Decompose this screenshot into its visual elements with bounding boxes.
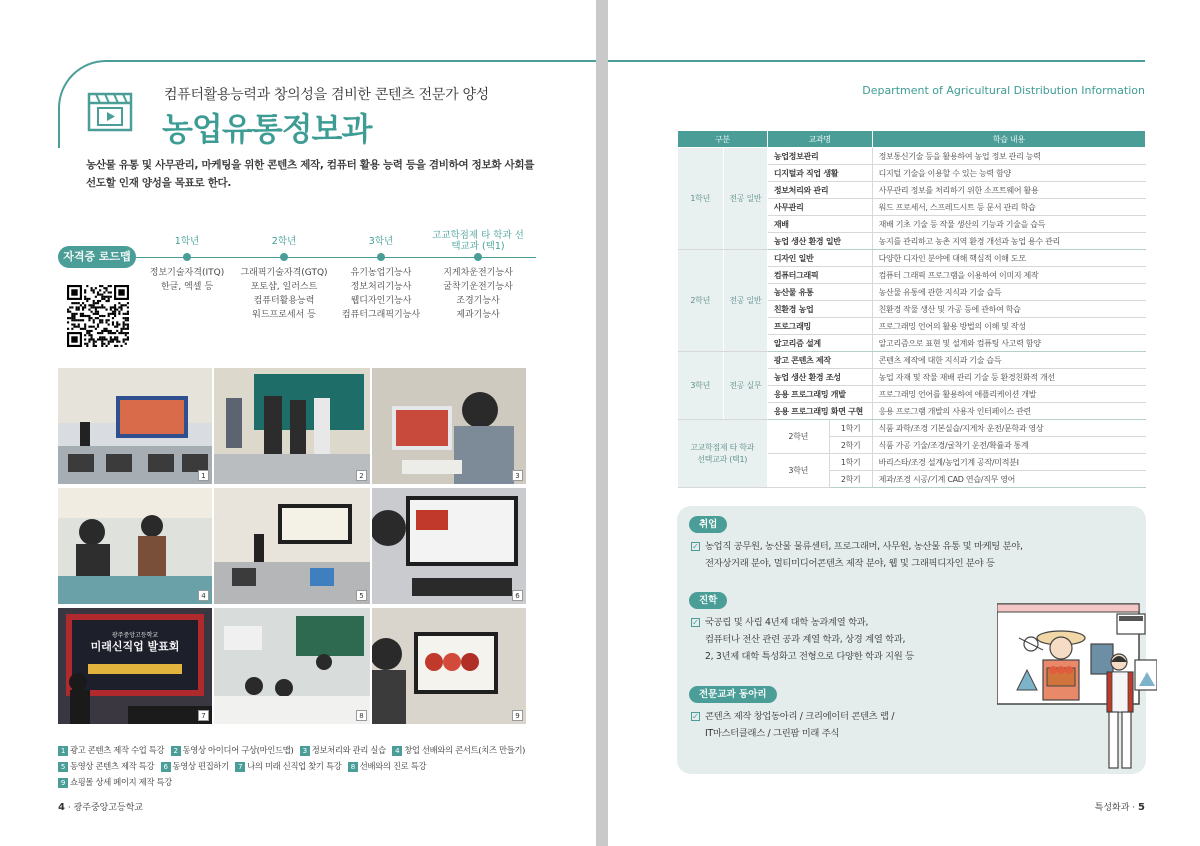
table-subject: 정보처리와 관리 bbox=[767, 182, 872, 199]
classroom-photo bbox=[372, 368, 526, 484]
caption-text: 나의 미래 신직업 찾기 특강 bbox=[247, 761, 342, 771]
advance-text bbox=[705, 614, 914, 665]
classroom-photo bbox=[58, 368, 212, 484]
photo-7 bbox=[58, 608, 212, 724]
table-content: 정보통신기술 등을 활용하여 농업 정보 관리 능력 bbox=[872, 148, 1145, 165]
photo-number: 9 bbox=[512, 710, 523, 721]
photo-number: 2 bbox=[356, 470, 367, 481]
page-title: 농업유통정보과 bbox=[162, 110, 372, 148]
club-label: 전문교과 동아리 bbox=[689, 686, 777, 703]
photo-number: 1 bbox=[198, 470, 209, 481]
left-page bbox=[0, 0, 596, 846]
classroom-photo bbox=[372, 488, 526, 604]
roadmap-item: 굴착기운전기능사 bbox=[443, 282, 513, 292]
table-header: 구분 bbox=[678, 131, 768, 148]
club-line: IT마스터클래스 / 그린팜 미래 주식 bbox=[705, 728, 840, 739]
caption-item bbox=[161, 761, 229, 771]
caption-item bbox=[58, 777, 172, 787]
table-content: 농업 자재 및 작물 재배 관리 기술 등 환경친화적 개선 bbox=[872, 369, 1145, 386]
table-type: 전공 일반 bbox=[723, 148, 767, 250]
roadmap-stage-list bbox=[132, 266, 242, 294]
table-year: 3학년 bbox=[678, 352, 724, 420]
table-header-row bbox=[678, 131, 1146, 148]
table-content: 바리스타/조경 설계/농업기계 공작/미적분I bbox=[872, 454, 1145, 471]
table-content: 컴퓨터 그래픽 프로그램을 이용하여 이미지 제작 bbox=[872, 267, 1145, 284]
caption-text: 동영상 편집하기 bbox=[172, 761, 229, 771]
advance-line: 2, 3년제 대학 특성화고 전형으로 다양한 학과 지원 등 bbox=[705, 651, 914, 662]
roadmap-dot bbox=[474, 253, 482, 261]
roadmap-dot bbox=[377, 253, 385, 261]
photo-number: 4 bbox=[198, 590, 209, 601]
table-content: 알고리즘으로 표현 및 설계와 컴퓨팅 사고력 함양 bbox=[872, 335, 1145, 352]
photo-6 bbox=[372, 488, 526, 604]
table-content: 응용 프로그램 개발의 사용자 인터페이스 관련 bbox=[872, 403, 1145, 420]
table-subject: 응용 프로그래밍 개발 bbox=[767, 386, 872, 403]
caption-text: 창업 선배와의 콘서트(치즈 만들기) bbox=[404, 745, 526, 755]
right-page bbox=[608, 0, 1200, 846]
page-number: 4 bbox=[58, 802, 65, 813]
table-content: 프로그래밍 언어의 활용 방법의 이해 및 작성 bbox=[872, 318, 1145, 335]
roadmap-item: 컴퓨터그래픽기능사 bbox=[341, 310, 421, 320]
roadmap-item: 지게차운전기능사 bbox=[443, 268, 513, 278]
table-elective-term: 1학기 bbox=[829, 454, 872, 471]
photo-4 bbox=[58, 488, 212, 604]
classroom-photo bbox=[58, 608, 212, 724]
table-content: 프로그래밍 언어를 활용하여 애플리케이션 개발 bbox=[872, 386, 1145, 403]
roadmap-item: 제과기능사 bbox=[456, 310, 500, 320]
curriculum-table bbox=[677, 130, 1146, 488]
page-footer bbox=[58, 800, 143, 813]
table-subject: 재배 bbox=[767, 216, 872, 233]
caption-text: 동영상 콘텐츠 제작 특강 bbox=[70, 761, 155, 771]
photo-number: 5 bbox=[356, 590, 367, 601]
classroom-photo bbox=[214, 368, 370, 484]
table-elective-year: 3학년 bbox=[767, 454, 829, 488]
classroom-photo bbox=[214, 488, 370, 604]
qr-code[interactable] bbox=[67, 285, 129, 347]
caption-row bbox=[58, 758, 538, 790]
farmer-presentation-illustration bbox=[997, 602, 1157, 774]
caption-number: 4 bbox=[392, 746, 402, 756]
photo-8 bbox=[214, 608, 370, 724]
table-content: 제과/조경 시공/기계 CAD 연습/직무 영어 bbox=[872, 471, 1145, 488]
roadmap-item: 웹디자인기능사 bbox=[350, 296, 412, 306]
check-icon: ✓ bbox=[692, 618, 699, 627]
photo-5 bbox=[214, 488, 370, 604]
header-rule-vertical bbox=[58, 108, 60, 148]
roadmap-stage-list bbox=[423, 266, 533, 322]
video-clapper-icon bbox=[86, 88, 134, 136]
header-rule bbox=[608, 60, 1145, 62]
table-content: 식품 과학/조경 기본실습/지게차 운전/문학과 영상 bbox=[872, 420, 1145, 437]
roadmap-label: 자격증 로드맵 bbox=[58, 246, 136, 268]
table-row bbox=[678, 148, 1146, 165]
table-subject: 농업 생산 환경 일반 bbox=[767, 233, 872, 250]
caption-item bbox=[348, 761, 426, 771]
caption-text: 동영상 아이디어 구상(마인드맵) bbox=[182, 745, 294, 755]
caption-item bbox=[300, 745, 386, 755]
table-content: 다양한 디자인 분야에 대해 핵심적 이해 도모 bbox=[872, 250, 1145, 267]
roadmap-item: 정보처리기능사 bbox=[350, 282, 412, 292]
caption-number: 9 bbox=[58, 778, 68, 788]
table-content: 농산물 유통에 관한 지식과 기술 습득 bbox=[872, 284, 1145, 301]
caption-text: 쇼핑몰 상세 페이지 제작 특강 bbox=[70, 777, 172, 787]
table-row bbox=[678, 352, 1146, 369]
table-content: 친환경 작물 생산 및 가공 등에 관하여 학습 bbox=[872, 301, 1145, 318]
club-line: 콘텐츠 제작 창업동아리 / 크리에이터 콘텐츠 랩 / bbox=[705, 711, 895, 722]
roadmap-dot bbox=[280, 253, 288, 261]
photo-number: 6 bbox=[512, 590, 523, 601]
table-content: 재배 기초 기술 등 작물 생산의 기능과 기술을 습득 bbox=[872, 216, 1145, 233]
table-type: 전공 일반 bbox=[723, 250, 767, 352]
advance-label: 진학 bbox=[689, 592, 727, 609]
advance-line: 컴퓨터나 전산 관련 공과 계열 학과, 상경 계열 학과, bbox=[705, 634, 906, 645]
caption-row bbox=[58, 742, 538, 758]
roadmap-stage-list bbox=[326, 266, 436, 322]
table-subject: 컴퓨터그래픽 bbox=[767, 267, 872, 284]
photo-number: 7 bbox=[198, 710, 209, 721]
presentation-banner-small: 광주중앙고등학교 bbox=[111, 632, 159, 639]
caption-number: 8 bbox=[348, 762, 358, 772]
caption-number: 1 bbox=[58, 746, 68, 756]
roadmap-item: 그래픽기술자격(GTQ) bbox=[240, 268, 328, 278]
caption-number: 7 bbox=[235, 762, 245, 772]
roadmap-item: 정보기술자격(ITQ) bbox=[149, 268, 225, 278]
photo-2 bbox=[214, 368, 370, 484]
table-year: 2학년 bbox=[678, 250, 724, 352]
table-subject: 사무관리 bbox=[767, 199, 872, 216]
department-english-name: Department of Agricultural Distribution Information bbox=[862, 84, 1145, 97]
table-subject: 광고 콘텐츠 제작 bbox=[767, 352, 872, 369]
table-type: 전공 실무 bbox=[723, 352, 767, 420]
advance-line: 국공립 및 사립 4년제 대학 농과계열 학과, bbox=[705, 617, 869, 628]
roadmap-item: 워드프로세서 등 bbox=[252, 310, 316, 320]
roadmap-stage-list bbox=[229, 266, 339, 322]
job-line: 농업직 공무원, 농산물 물류센터, 프로그래머, 사무원, 농산물 유통 및 마케팅 분야, bbox=[705, 541, 1023, 552]
career-box bbox=[677, 506, 1146, 774]
table-content: 디지털 기술을 이용할 수 있는 능력 함양 bbox=[872, 165, 1145, 182]
table-header: 학습 내용 bbox=[872, 131, 1145, 148]
caption-item bbox=[392, 745, 525, 755]
photo-grid bbox=[58, 368, 526, 724]
roadmap-stage-label: 고교학점제 타 학과 선택교과 (택1) bbox=[432, 230, 524, 252]
table-subject: 프로그래밍 bbox=[767, 318, 872, 335]
caption-number: 3 bbox=[300, 746, 310, 756]
caption-item bbox=[171, 745, 294, 755]
table-subject: 농업정보관리 bbox=[767, 148, 872, 165]
table-content: 농지를 관리하고 농촌 지역 환경 개선과 농업 용수 관리 bbox=[872, 233, 1145, 250]
caption-item bbox=[58, 761, 154, 771]
club-text bbox=[705, 708, 894, 742]
table-subject: 알고리즘 설계 bbox=[767, 335, 872, 352]
roadmap-item: 유기농업기능사 bbox=[350, 268, 412, 278]
roadmap-item: 조경기능사 bbox=[456, 296, 500, 306]
caption-text: 광고 콘텐츠 제작 수업 특강 bbox=[70, 745, 165, 755]
photo-number: 8 bbox=[356, 710, 367, 721]
job-label: 취업 bbox=[689, 516, 727, 533]
table-elective-term: 1학기 bbox=[829, 420, 872, 437]
section-name: 특성화과 · bbox=[1094, 803, 1136, 813]
job-text bbox=[705, 538, 1023, 572]
school-name: · 광주중앙고등학교 bbox=[67, 803, 144, 813]
roadmap-stage-label: 3학년 bbox=[368, 236, 394, 247]
check-icon: ✓ bbox=[692, 712, 699, 721]
table-elective-term: 2학기 bbox=[829, 437, 872, 454]
photo-9 bbox=[372, 608, 526, 724]
photo-1 bbox=[58, 368, 212, 484]
caption-number: 5 bbox=[58, 762, 68, 772]
table-subject: 응용 프로그래밍 화면 구현 bbox=[767, 403, 872, 420]
page-number: 5 bbox=[1138, 802, 1145, 813]
job-line: 전자상거래 분야, 멀티미디어콘텐츠 제작 분야, 웹 및 그래픽디자인 분야 등 bbox=[705, 558, 995, 569]
table-content: 워드 프로세서, 스프레드시트 등 문서 관리 학습 bbox=[872, 199, 1145, 216]
roadmap-item: 한글, 엑셀 등 bbox=[160, 282, 214, 292]
check-icon: ✓ bbox=[692, 542, 699, 551]
table-content: 사무관리 정보를 처리하기 위한 소프트웨어 활용 bbox=[872, 182, 1145, 199]
table-row bbox=[678, 420, 1146, 437]
table-elective-label: 고교학점제 타 학과 선택교과 (택1) bbox=[678, 420, 768, 488]
table-content: 식품 가공 기술/조경/굴착기 운전/확률과 통계 bbox=[872, 437, 1145, 454]
header-rule bbox=[106, 60, 596, 62]
intro-text: 농산물 유통 및 사무관리, 마케팅을 위한 콘텐츠 제작, 컴퓨터 활용 능력 등을 겸비하여 정보화 사회를 선도할 인재 양성을 목표로 한다. bbox=[86, 159, 535, 189]
photo-3 bbox=[372, 368, 526, 484]
table-subject: 농산물 유통 bbox=[767, 284, 872, 301]
photo-captions bbox=[58, 742, 538, 790]
caption-item bbox=[58, 745, 164, 755]
roadmap-dot bbox=[183, 253, 191, 261]
roadmap-stage-label: 2학년 bbox=[271, 236, 297, 247]
table-subject: 친환경 농업 bbox=[767, 301, 872, 318]
roadmap-stage-label: 1학년 bbox=[174, 236, 200, 247]
table-year: 1학년 bbox=[678, 148, 724, 250]
caption-number: 2 bbox=[171, 746, 181, 756]
caption-text: 선배와의 진로 특강 bbox=[359, 761, 427, 771]
roadmap-item: 포토샵, 일러스트 bbox=[250, 282, 318, 292]
table-elective-year: 2학년 bbox=[767, 420, 829, 454]
presentation-banner: 미래신직업 발표회 bbox=[90, 640, 180, 653]
table-elective-term: 2학기 bbox=[829, 471, 872, 488]
table-subject: 디지털과 직업 생활 bbox=[767, 165, 872, 182]
caption-number: 6 bbox=[161, 762, 171, 772]
photo-number: 3 bbox=[512, 470, 523, 481]
table-header: 교과명 bbox=[767, 131, 872, 148]
roadmap-item: 컴퓨터활용능력 bbox=[253, 296, 315, 306]
caption-item bbox=[235, 761, 341, 771]
caption-text: 정보처리와 관리 실습 bbox=[311, 745, 386, 755]
table-subject: 디자인 일반 bbox=[767, 250, 872, 267]
table-subject: 농업 생산 환경 조성 bbox=[767, 369, 872, 386]
page-footer bbox=[1095, 800, 1145, 813]
classroom-photo bbox=[58, 488, 212, 604]
classroom-photo bbox=[214, 608, 370, 724]
table-row bbox=[678, 250, 1146, 267]
page-subtitle: 컴퓨터활용능력과 창의성을 겸비한 콘텐츠 전문가 양성 bbox=[164, 87, 489, 103]
classroom-photo bbox=[372, 608, 526, 724]
table-content: 콘텐츠 제작에 대한 지식과 기술 습득 bbox=[872, 352, 1145, 369]
